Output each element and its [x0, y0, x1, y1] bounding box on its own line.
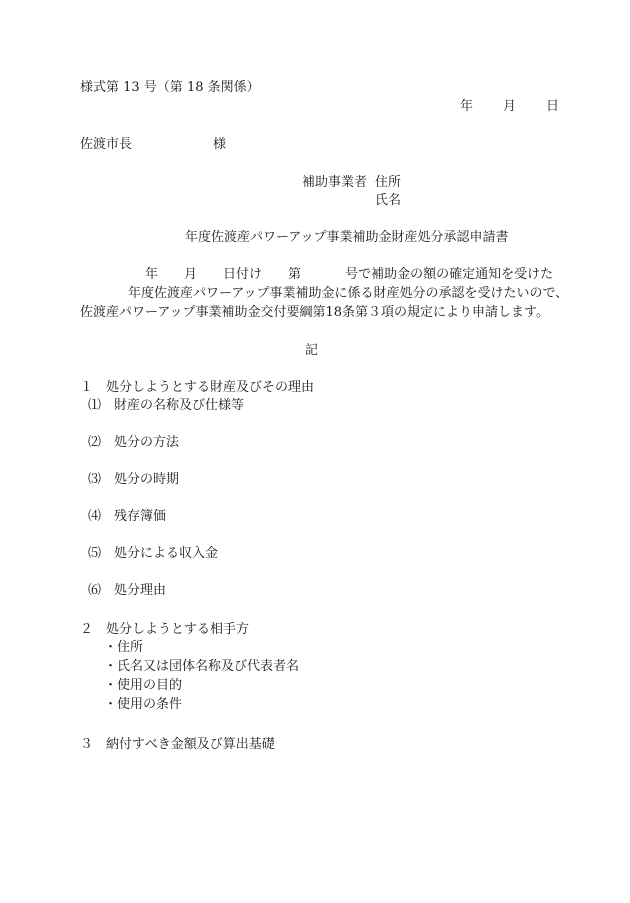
applicant-name-label: 氏名	[375, 193, 402, 208]
addressee-name: 佐渡市長	[80, 137, 133, 152]
section-1-item: ⑸ 処分による収入金	[88, 546, 219, 561]
section-1-item: ⑹ 処分理由	[88, 583, 167, 598]
document-title: 年度佐渡産パワーアップ事業補助金財産処分承認申請書	[185, 230, 509, 245]
body-line-1-rest: 号で補助金の額の確定通知を受けた	[345, 267, 554, 282]
body-line-2: 年度佐渡産パワーアップ事業補助金に係る財産処分の承認を受けたいので、	[128, 286, 569, 301]
date-year: 年	[460, 99, 474, 114]
applicant-label: 補助事業者	[302, 175, 368, 190]
section-2-bullet: ・使用の目的	[104, 678, 183, 693]
addressee-honorific: 様	[213, 137, 227, 152]
form-number: 様式第 13 号（第 18 条関係）	[80, 80, 260, 95]
date-month: 月	[503, 99, 517, 114]
section-1-item: ⑴ 財産の名称及び仕様等	[88, 398, 245, 413]
date-line	[460, 99, 559, 115]
section-1-heading: １ 処分しようとする財産及びその理由	[80, 380, 315, 395]
section-2-heading: ２ 処分しようとする相手方	[80, 622, 250, 637]
applicant-address-label: 住所	[375, 175, 402, 190]
section-2-bullet: ・氏名又は団体名称及び代表者名	[104, 659, 300, 674]
section-1-item: ⑷ 残存簿価	[88, 509, 167, 524]
ki-heading: 記	[305, 343, 319, 358]
section-1-item: ⑵ 処分の方法	[88, 435, 180, 450]
date-day: 日	[546, 99, 560, 114]
body-line-3: 佐渡産パワーアップ事業補助金交付要綱第18条第３項の規定により申請します。	[80, 305, 549, 320]
section-2-bullet: ・使用の条件	[104, 697, 183, 712]
body-month: 月	[184, 267, 198, 282]
body-year: 年	[145, 267, 159, 282]
body-line-1	[145, 267, 553, 283]
body-no: 第	[288, 267, 302, 282]
section-3-heading: ３ 納付すべき金額及び算出基礎	[80, 737, 275, 752]
section-2-bullet: ・住所	[104, 640, 144, 655]
section-1-item: ⑶ 処分の時期	[88, 472, 180, 487]
body-date: 日付け	[223, 267, 263, 282]
